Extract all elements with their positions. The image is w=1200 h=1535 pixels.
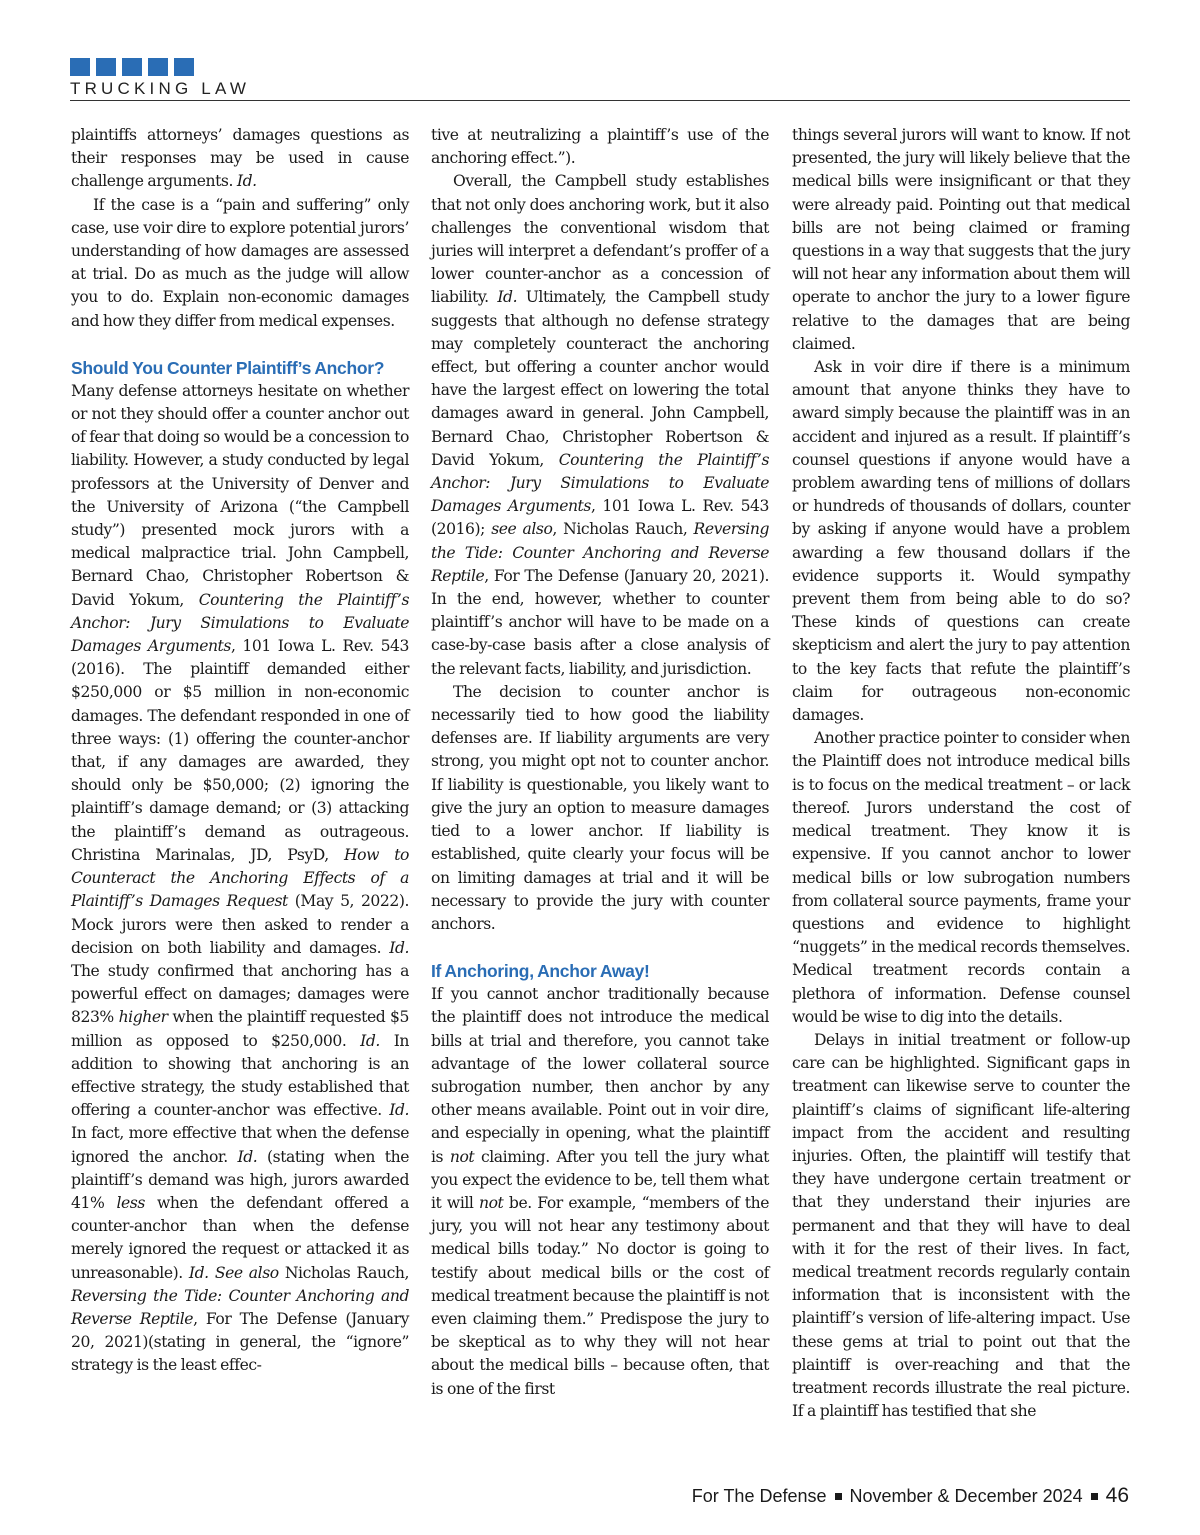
- text-column-3: [792, 124, 1130, 1423]
- header-rule: [70, 100, 1130, 101]
- footer-bullet: [1091, 1493, 1098, 1500]
- header-squares: [70, 58, 1130, 76]
- body-paragraph: plaintiffs attorneys’ damages questions as their responses may be used in cause challenge arguments. Id.: [71, 126, 409, 191]
- body-paragraph: The decision to counter anchor is necessarily tied to how good the liability defenses are. If liability arguments are very strong, you might opt not to counter anchor. If liability is questionable, you likely want to give the jury an option to measure damages tied to a lower anchor. If liability is established, quite clearly your focus will be on limiting damages at trial and it will be necessary to provide the jury with counter anchors.: [431, 682, 769, 933]
- body-paragraph: Another practice pointer to consider when the Plaintiff does not introduce medical bills is to focus on the medical treatment – or lack thereof. Jurors understand the cost of medical treatment. They know it is expensive. If you cannot anchor to lower medical bills or low subrogation numbers from collateral source payments, frame your questions and evidence to highlight “nuggets” in the medical records themselves. Medical treatment records contain a plethora of information. Defense counsel would be wise to dig into the details.: [792, 729, 1130, 1026]
- body-paragraph: Ask in voir dire if there is a minimum amount that anyone thinks they have to award simply because the plaintiff was in an accident and injured as a result. If plaintiff’s counsel questions if anyone would have a problem awarding tens of millions of dollars or hundreds of thousands of dollars, counter by asking if anyone would have a problem awarding a few thousand dollars if the evidence supports it. Would sympathy prevent them from being able to do so? These kinds of questions can create skepticism and alert the jury to pay attention to the key facts that refute the plaintiff’s claim for outrageous non-economic damages.: [792, 358, 1130, 725]
- text-column-2: [431, 124, 769, 1401]
- section-heading: Should You Counter Plaintiff’s Anchor?: [71, 357, 385, 378]
- body-paragraph: If the case is a “pain and suffering” only case, use voir dire to explore potential jurors’ understanding of how damages are assessed at trial. Do as much as the judge will allow you to do. Explain non-economic damages and how they differ from medical expenses.: [71, 195, 409, 330]
- page-number: 46: [1105, 1484, 1129, 1507]
- body-paragraph: Many defense attorneys hesitate on whether or not they should offer a counter anchor out of fear that doing so would be a concession to liability. However, a study conducted by legal professors at the University of Denver and the University of Arizona (“the Campbell study”) presented mock jurors with a medical malpractice trial. John Campbell, Bernard Chao, Christopher Robertson & David Yokum, Countering the Plaintiff’s Anchor: Jury Simulations to Evaluate Damages Arguments, 101 Iowa L. Rev. 543 (2016). The plaintiff demanded either $250,000 or $5 million in non-economic damages. The defendant responded in one of three ways: (1) offering the counter-anchor that, if any damages are awarded, they should only be $50,000; (2) ignoring the plaintiff’s damage demand; or (3) attacking the plaintiff’s demand as outrageous. Christina Marinalas, JD, PsyD, How to Counteract the Anchoring Effects of a Plaintiff’s Damages Request (May 5, 2022). Mock jurors were then asked to render a decision on both liability and damages. Id. The study confirmed that anchoring has a powerful effect on damages; damages were 823% higher when the plaintiff requested $5 million as opposed to $250,000. Id. In addition to showing that anchoring is an effective strategy, the study established that offering a counter-anchor was effective. Id. In fact, more effective that when the defense ignored the anchor. Id. (stating when the plaintiff’s demand was high, jurors awarded 41% less when the defendant offered a counter-anchor than when the defense merely ignored the request or attacked it as unreasonable). Id. See also Nicholas Rauch, Reversing the Tide: Counter Anchoring and Reverse Reptile, For The Defense (January 20, 2021)(stating in general, the “ignore” strategy is the least effec-: [71, 381, 409, 1375]
- footer-issue: November & December 2024: [849, 1485, 1083, 1506]
- body-paragraph: Overall, the Campbell study establishes that not only does anchoring work, but it also challenges the conventional wisdom that juries will interpret a defendant’s proffer of a lower counter-anchor as a concession of liability. Id. Ultimately, the Campbell study suggests that although no defense strategy may completely counteract the anchoring effect, but offering a counter anchor would have the largest effect on lowering the total damages award in general. John Campbell, Bernard Chao, Christopher Robertson & David Yokum, Countering the Plaintiff’s Anchor: Jury Simulations to Evaluate Damages Arguments, 101 Iowa L. Rev. 543 (2016); see also, Nicholas Rauch, Reversing the Tide: Counter Anchoring and Reverse Reptile, For The Defense (January 20, 2021). In the end, however, whether to counter plaintiff’s anchor will have to be made on a case-by-case basis after a close analysis of the relevant facts, liability, and jurisdiction.: [431, 172, 769, 678]
- header-square: [174, 58, 194, 76]
- header-square: [122, 58, 142, 76]
- body-paragraph: Delays in initial treatment or follow-up care can be highlighted. Significant gaps in treatment can likewise serve to counter the plaintiff’s claims of significant life-altering impact from the accident and resulting injuries. Often, the plaintiff will testify that they have undergone certain treatment or that they understand their injuries are permanent and that they will have to deal with it for the rest of their lives. In fact, medical treatment records regularly contain information that is inconsistent with the plaintiff’s version of life-altering impact. Use these gems at trial to point out that the plaintiff is over-reaching and that the treatment records illustrate the real picture. If a plaintiff has testified that she: [792, 1030, 1130, 1421]
- body-paragraph: tive at neutralizing a plaintiff’s use of the anchoring effect.”).: [431, 126, 769, 168]
- page-header: [70, 58, 1130, 98]
- header-square: [70, 58, 90, 76]
- section-label: TRUCKING LAW: [70, 79, 251, 98]
- footer-publication: For The Defense: [691, 1485, 827, 1506]
- body-paragraph: things several jurors will want to know. If not presented, the jury will likely believe that the medical bills were insignificant or that they were already paid. Pointing out that medical bills are not being claimed or framing questions in a way that suggests that the jury will not hear any information about them will operate to anchor the jury to a lower figure relative to the damages that are being claimed.: [792, 126, 1130, 353]
- section-heading: If Anchoring, Anchor Away!: [431, 961, 650, 982]
- footer-bullet: [835, 1493, 842, 1500]
- page-footer: [692, 1484, 1129, 1508]
- header-square: [96, 58, 116, 76]
- text-column-1: [71, 124, 409, 1378]
- header-square: [148, 58, 168, 76]
- body-paragraph: If you cannot anchor traditionally because the plaintiff does not introduce the medical bills at trial and therefore, you cannot take advantage of the lower collateral source subrogation number, then anchor by any other means available. Point out in voir dire, and especially in opening, what the plaintiff is not claiming. After you tell the jury what you expect the evidence to be, tell them what it will not be. For example, “members of the jury, you will not hear any testimony about medical bills today.” No doctor is going to testify about medical bills or the cost of medical treatment because the plaintiff is not even claiming them.” Predispose the jury to be skeptical as to why they will not hear about the medical bills – because often, that is one of the first: [431, 985, 769, 1398]
